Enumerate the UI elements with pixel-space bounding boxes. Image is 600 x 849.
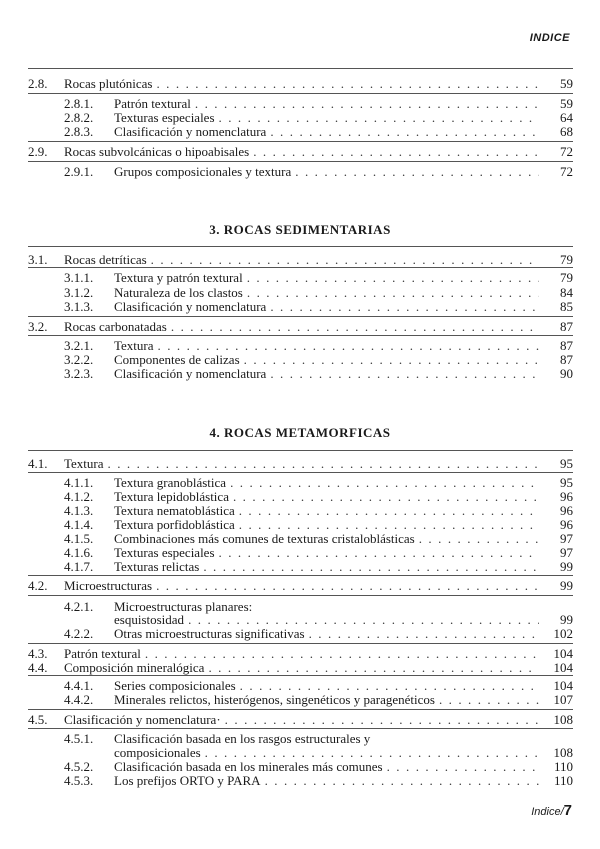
entry-page: 59 xyxy=(560,96,573,111)
entry-number: 2.9.1. xyxy=(64,164,94,179)
dot-leader xyxy=(203,559,539,574)
entry-number: 4.1.3. xyxy=(64,503,94,518)
entry-title: composicionales xyxy=(114,745,201,760)
entry-number: 3.2.3. xyxy=(64,366,94,381)
toc-entry[interactable] xyxy=(64,110,573,125)
entry-number: 4.4.1. xyxy=(64,678,94,693)
entry-title: Textura xyxy=(114,338,154,353)
dot-leader xyxy=(240,678,539,693)
divider xyxy=(28,675,573,676)
section-heading: 3. ROCAS SEDIMENTARIAS xyxy=(209,222,391,237)
divider xyxy=(28,595,573,596)
entry-title: Microestructuras planares: xyxy=(114,599,253,614)
dot-leader xyxy=(230,475,539,490)
entry-page: 95 xyxy=(560,475,573,490)
dot-leader xyxy=(253,144,539,159)
toc-entry[interactable] xyxy=(64,270,573,285)
entry-number: 4.3. xyxy=(28,646,48,661)
divider xyxy=(28,472,573,473)
entry-page: 72 xyxy=(560,144,573,159)
entry-page: 95 xyxy=(560,456,573,471)
dot-leader xyxy=(239,517,539,532)
entry-title: Texturas especiales xyxy=(114,110,215,125)
toc-entry[interactable] xyxy=(28,76,573,91)
entry-page: 90 xyxy=(560,366,573,381)
entry-page: 87 xyxy=(560,319,573,334)
toc-entry[interactable] xyxy=(64,475,573,490)
entry-page: 85 xyxy=(560,299,573,314)
entry-page: 108 xyxy=(553,745,573,760)
entry-title: Minerales relictos, histerógenos, singenéticos y paragenéticos xyxy=(114,692,435,707)
dot-leader xyxy=(295,164,539,179)
toc-entry[interactable] xyxy=(64,773,573,788)
toc-entry[interactable] xyxy=(64,531,573,546)
entry-title: Textura lepidoblástica xyxy=(114,489,229,504)
toc-entry[interactable] xyxy=(28,144,573,159)
toc-entry[interactable] xyxy=(28,646,573,661)
entry-number: 4.2.2. xyxy=(64,626,94,641)
page-footer xyxy=(531,802,572,819)
toc-entry[interactable] xyxy=(64,503,573,518)
entry-page: 64 xyxy=(560,110,573,125)
divider xyxy=(28,709,573,710)
entry-title: Textura nematoblástica xyxy=(114,503,235,518)
footer-label: Indice/ xyxy=(531,806,564,818)
toc-entry[interactable] xyxy=(28,456,573,471)
dot-leader xyxy=(108,456,539,471)
dot-leader xyxy=(205,745,539,760)
page-number: 7 xyxy=(563,802,572,819)
entry-page: 110 xyxy=(553,773,573,788)
divider xyxy=(28,316,573,317)
entry-title: Clasificación y nomenclatura· xyxy=(64,712,221,727)
entry-page: 102 xyxy=(553,626,573,641)
dot-leader xyxy=(158,338,539,353)
entry-page: 104 xyxy=(553,678,573,693)
entry-title: Texturas especiales xyxy=(114,545,215,560)
entry-number: 4.1.6. xyxy=(64,545,94,560)
entry-page: 104 xyxy=(553,660,573,675)
toc-entry[interactable] xyxy=(64,678,573,693)
divider xyxy=(28,246,573,247)
dot-leader xyxy=(309,626,539,641)
entry-title: Clasificación basada en los rasgos estructurales y xyxy=(114,731,371,746)
entry-title: Naturaleza de los clastos xyxy=(114,285,243,300)
entry-title: Grupos composicionales y textura xyxy=(114,164,292,179)
entry-page: 84 xyxy=(560,285,573,300)
toc-entry[interactable] xyxy=(64,366,573,381)
entry-number: 4.2. xyxy=(28,578,48,593)
toc-entry[interactable] xyxy=(28,660,573,675)
entry-number: 4.5.1. xyxy=(64,731,94,746)
toc-entry[interactable] xyxy=(28,712,573,727)
entry-number: 2.8.1. xyxy=(64,96,94,111)
section-heading: 4. ROCAS METAMORFICAS xyxy=(209,425,391,440)
divider xyxy=(28,93,573,94)
toc-entry[interactable] xyxy=(64,489,573,504)
entry-number: 4.1.1. xyxy=(64,475,94,490)
toc-entry-continuation[interactable] xyxy=(64,612,573,627)
dot-leader xyxy=(247,285,539,300)
dot-leader xyxy=(156,578,539,593)
toc-entry[interactable] xyxy=(64,96,573,111)
entry-number: 3.1. xyxy=(28,252,48,267)
dot-leader xyxy=(233,489,539,504)
entry-title: Textura granoblástica xyxy=(114,475,227,490)
entry-page: 87 xyxy=(560,338,573,353)
toc-entry[interactable] xyxy=(64,352,573,367)
entry-number: 4.4. xyxy=(28,660,48,675)
dot-leader xyxy=(219,545,539,560)
divider xyxy=(28,728,573,729)
dot-leader xyxy=(270,366,539,381)
dot-leader xyxy=(270,299,539,314)
entry-title: Series composicionales xyxy=(114,678,236,693)
entry-number: 4.4.2. xyxy=(64,692,94,707)
entry-title: Textura xyxy=(64,456,104,471)
dot-leader xyxy=(208,660,539,675)
dot-leader xyxy=(219,110,539,125)
toc-entry-continuation[interactable] xyxy=(64,745,573,760)
entry-number: 3.2.1. xyxy=(64,338,94,353)
running-header: INDICE xyxy=(529,32,570,44)
toc-entry[interactable] xyxy=(64,731,573,746)
toc-entry[interactable] xyxy=(28,578,573,593)
dot-leader xyxy=(171,319,539,334)
entry-title: Componentes de calizas xyxy=(114,352,240,367)
entry-title: Textura porfidoblástica xyxy=(114,517,235,532)
entry-number: 3.2.2. xyxy=(64,352,94,367)
toc-entry[interactable] xyxy=(64,559,573,574)
entry-title: Los prefijos ORTO y PARA xyxy=(114,773,261,788)
entry-page: 96 xyxy=(560,503,573,518)
toc-entry[interactable] xyxy=(28,252,573,267)
entry-title: Microestructuras xyxy=(64,578,153,593)
divider xyxy=(28,161,573,162)
dot-leader xyxy=(156,76,539,91)
dot-leader xyxy=(387,759,539,774)
entry-page: 99 xyxy=(560,612,573,627)
entry-title: Texturas relictas xyxy=(114,559,200,574)
entry-page: 72 xyxy=(560,164,573,179)
dot-leader xyxy=(188,612,539,627)
entry-page: 97 xyxy=(560,545,573,560)
entry-page: 79 xyxy=(560,252,573,267)
entry-number: 4.5.2. xyxy=(64,759,94,774)
entry-number: 4.1.4. xyxy=(64,517,94,532)
entry-title: Rocas detríticas xyxy=(64,252,147,267)
entry-title: Rocas carbonatadas xyxy=(64,319,167,334)
toc-entry[interactable] xyxy=(64,517,573,532)
entry-number: 2.8.3. xyxy=(64,124,94,139)
entry-page: 110 xyxy=(553,759,573,774)
divider xyxy=(28,643,573,644)
entry-page: 87 xyxy=(560,352,573,367)
entry-page: 97 xyxy=(560,531,573,546)
entry-page: 99 xyxy=(560,578,573,593)
entry-number: 4.5.3. xyxy=(64,773,94,788)
entry-title: Patrón textural xyxy=(114,96,191,111)
entry-title: Rocas subvolcánicas o hipoabisales xyxy=(64,144,250,159)
entry-number: 2.8.2. xyxy=(64,110,94,125)
toc-entry[interactable] xyxy=(64,626,573,641)
entry-number: 3.2. xyxy=(28,319,48,334)
dot-leader xyxy=(225,712,539,727)
toc-entry[interactable] xyxy=(64,164,573,179)
dot-leader xyxy=(265,773,539,788)
entry-number: 2.9. xyxy=(28,144,48,159)
dot-leader xyxy=(247,270,539,285)
dot-leader xyxy=(419,531,539,546)
entry-number: 4.1.7. xyxy=(64,559,94,574)
divider xyxy=(28,450,573,451)
entry-title: Combinaciones más comunes de texturas cristaloblásticas xyxy=(114,531,415,546)
entry-page: 59 xyxy=(560,76,573,91)
toc-entry[interactable] xyxy=(64,285,573,300)
entry-title: Otras microestructuras significativas xyxy=(114,626,305,641)
toc-entry[interactable] xyxy=(64,299,573,314)
dot-leader xyxy=(239,503,539,518)
entry-number: 4.1. xyxy=(28,456,48,471)
entry-page: 68 xyxy=(560,124,573,139)
entry-page: 99 xyxy=(560,559,573,574)
toc-entry[interactable] xyxy=(28,319,573,334)
entry-number: 4.2.1. xyxy=(64,599,94,614)
entry-number: 3.1.2. xyxy=(64,285,94,300)
entry-number: 2.8. xyxy=(28,76,48,91)
entry-page: 108 xyxy=(553,712,573,727)
toc-entry[interactable] xyxy=(64,338,573,353)
entry-number: 4.1.5. xyxy=(64,531,94,546)
entry-number: 3.1.3. xyxy=(64,299,94,314)
divider xyxy=(28,141,573,142)
entry-title: Patrón textural xyxy=(64,646,141,661)
dot-leader xyxy=(195,96,539,111)
entry-page: 96 xyxy=(560,489,573,504)
divider xyxy=(28,335,573,336)
entry-title: Clasificación basada en los minerales más comunes xyxy=(114,759,383,774)
entry-page: 79 xyxy=(560,270,573,285)
dot-leader xyxy=(270,124,539,139)
entry-title: Clasificación y nomenclatura xyxy=(114,124,267,139)
toc-entry[interactable] xyxy=(64,759,573,774)
entry-page: 104 xyxy=(553,646,573,661)
dot-leader xyxy=(439,692,539,707)
entry-title: Clasificación y nomenclatura xyxy=(114,366,267,381)
toc-entry[interactable] xyxy=(64,545,573,560)
entry-number: 3.1.1. xyxy=(64,270,94,285)
entry-number: 4.5. xyxy=(28,712,48,727)
divider xyxy=(28,575,573,576)
entry-title: Composición mineralógica xyxy=(64,660,205,675)
dot-leader xyxy=(244,352,539,367)
entry-page: 107 xyxy=(553,692,573,707)
dot-leader xyxy=(145,646,539,661)
entry-title: Textura y patrón textural xyxy=(114,270,243,285)
entry-number: 4.1.2. xyxy=(64,489,94,504)
entry-title: Rocas plutónicas xyxy=(64,76,153,91)
toc-entry[interactable] xyxy=(64,692,573,707)
divider xyxy=(28,68,573,69)
toc-entry[interactable] xyxy=(64,124,573,139)
entry-title: esquistosidad xyxy=(114,612,185,627)
entry-title: Clasificación y nomenclatura xyxy=(114,299,267,314)
divider xyxy=(28,267,573,268)
dot-leader xyxy=(151,252,539,267)
entry-page: 96 xyxy=(560,517,573,532)
